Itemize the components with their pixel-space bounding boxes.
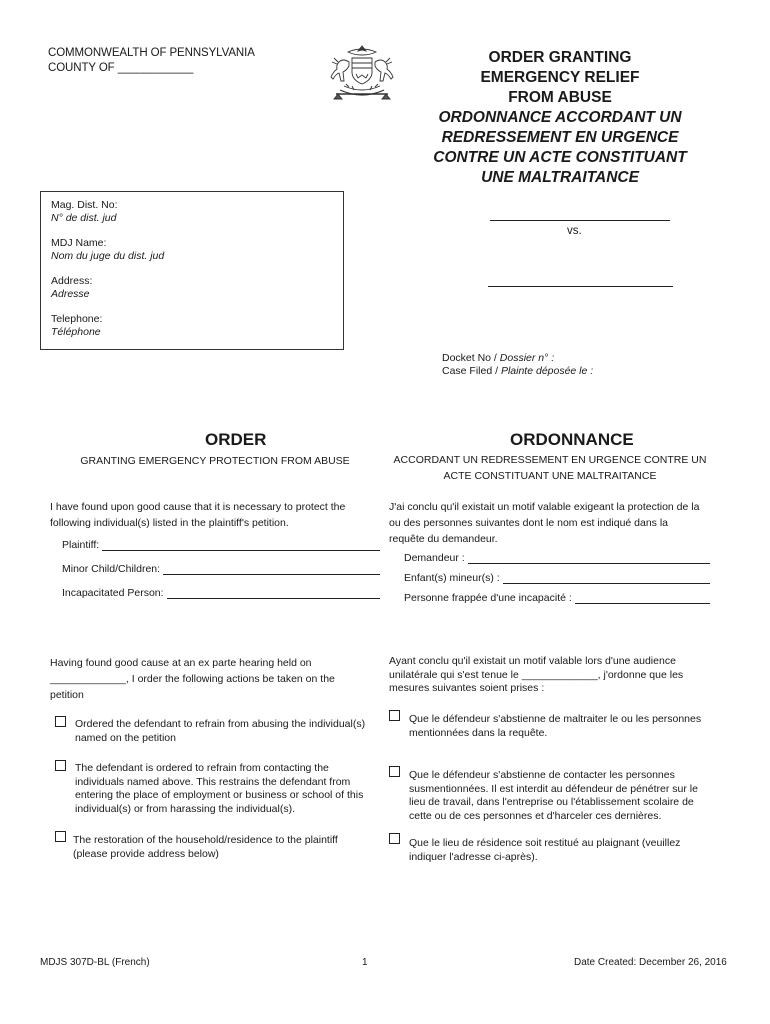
item-line: The restoration of the household/residence to the plaintiff xyxy=(73,834,338,846)
telephone-label-fr: Téléphone xyxy=(51,326,101,338)
defendant-name-field[interactable] xyxy=(488,286,673,287)
item-line: Que le défendeur s'abstienne de contacter les personnes xyxy=(409,769,675,781)
restore-residence-text-fr xyxy=(409,837,719,864)
hearing-paragraph-fr xyxy=(389,655,719,696)
commonwealth-label: COMMONWEALTH OF PENNSYLVANIA xyxy=(48,47,255,59)
item-line: individuals named above. This restrains the defendant from xyxy=(75,775,351,788)
hearing-line: mesures suivantes soient prises : xyxy=(389,682,545,694)
plaintiff-name-field[interactable] xyxy=(490,220,670,221)
finding-line: I have found upon good cause that it is necessary to protect the xyxy=(50,501,346,513)
item-line: Ordered the defendant to refrain from abusing the individual(s) xyxy=(75,718,366,730)
docket-number-row xyxy=(442,352,593,365)
restore-residence-checkbox-en[interactable] xyxy=(55,831,66,842)
plaintiff-label: Plaintiff: xyxy=(62,539,100,551)
case-filed-label-fr: Plainte déposée le : xyxy=(500,365,594,377)
county-label: COUNTY OF ____________ xyxy=(48,62,194,74)
incapacite-label: Personne frappée d'une incapacité : xyxy=(404,592,572,604)
finding-line: following individual(s) listed in the plaintiff's petition. xyxy=(50,517,289,529)
refrain-contact-text-fr xyxy=(409,769,719,823)
title-en-line: EMERGENCY RELIEF xyxy=(480,69,640,86)
finding-line: ou des personnes suivantes dont le nom est indiqué dans la xyxy=(389,517,669,529)
versus-label: vs. xyxy=(567,225,582,237)
refrain-contact-checkbox-fr[interactable] xyxy=(389,766,400,777)
finding-paragraph-fr xyxy=(389,499,719,547)
finding-line: requête du demandeur. xyxy=(389,533,498,545)
item-line: mentionnées dans la requête. xyxy=(409,726,548,739)
title-fr-line: REDRESSEMENT EN URGENCE xyxy=(441,129,679,146)
title-fr-line: ORDONNANCE ACCORDANT UN xyxy=(438,109,682,126)
address-group xyxy=(51,275,333,301)
refrain-abuse-text-fr xyxy=(409,713,719,740)
case-filed-row xyxy=(442,365,593,378)
restore-residence-text-en xyxy=(73,834,378,861)
plaintiff-field-en[interactable] xyxy=(62,539,380,551)
refrain-abuse-text-en xyxy=(75,718,380,745)
refrain-abuse-checkbox-fr[interactable] xyxy=(389,710,400,721)
docket-label-fr: Dossier n° : xyxy=(499,352,555,364)
item-line: (please provide address below) xyxy=(73,847,219,860)
minor-children-label: Minor Child/Children: xyxy=(62,563,161,575)
incapacitated-field-en[interactable] xyxy=(62,587,380,599)
page-number: 1 xyxy=(362,957,368,968)
enfants-label: Enfant(s) mineur(s) : xyxy=(404,572,500,584)
telephone-label: Telephone: xyxy=(51,313,103,325)
title-en-line: FROM ABUSE xyxy=(508,89,612,106)
docket-label: Docket No / xyxy=(442,352,500,364)
telephone-group xyxy=(51,313,333,339)
refrain-contact-text-en xyxy=(75,762,380,816)
address-label: Address: xyxy=(51,275,93,287)
item-line: cette ou de ces personnes et d'harceler ces dernières. xyxy=(409,809,662,822)
item-line: susmentionnées. Il est interdit au défendeur de pénétrer sur le xyxy=(409,782,698,795)
item-line: entering the place of employment or business or school of this xyxy=(75,789,364,801)
mag-dist-label: Mag. Dist. No: xyxy=(51,199,118,211)
hearing-line: petition xyxy=(50,689,84,701)
restore-residence-checkbox-fr[interactable] xyxy=(389,833,400,844)
item-line: The defendant is ordered to refrain from contacting the xyxy=(75,762,329,774)
incapacitated-label: Incapacitated Person: xyxy=(62,587,164,599)
hearing-line: unilatérale qui s'est tenue le _____________, j'ordonne que les xyxy=(389,668,684,681)
mdj-name-group xyxy=(51,237,333,263)
item-line: individual(s) or from harassing the individual(s). xyxy=(75,802,296,815)
refrain-contact-checkbox-en[interactable] xyxy=(55,760,66,771)
item-line: named on the petition xyxy=(75,731,176,744)
mag-dist-group xyxy=(51,199,333,225)
finding-line: J'ai conclu qu'il existait un motif valable exigeant la protection de la xyxy=(389,501,700,513)
demandeur-label: Demandeur : xyxy=(404,552,465,564)
date-created: Date Created: December 26, 2016 xyxy=(574,957,727,968)
hearing-line: Having found good cause at an ex parte hearing held on xyxy=(50,657,312,669)
address-label-fr: Adresse xyxy=(51,288,90,300)
title-fr-line: CONTRE UN ACTE CONSTITUANT xyxy=(433,149,687,166)
order-subheading: GRANTING EMERGENCY PROTECTION FROM ABUSE xyxy=(80,455,350,467)
title-fr-line: UNE MALTRAITANCE xyxy=(481,169,639,186)
pennsylvania-seal-icon xyxy=(318,44,406,102)
hearing-line: Ayant conclu qu'il existait un motif valable lors d'une audience xyxy=(389,655,676,667)
subheading-line: ACTE CONSTITUANT UNE MALTRAITANCE xyxy=(443,470,657,482)
mdj-name-label-fr: Nom du juge du dist. jud xyxy=(51,250,165,262)
subheading-line: ACCORDANT UN REDRESSEMENT EN URGENCE CONTRE UN xyxy=(393,454,707,466)
hearing-line: _____________, I order the following actions be taken on the xyxy=(50,673,335,685)
form-id: MDJS 307D-BL (French) xyxy=(40,957,150,968)
item-line: indiquer l'adresse ci-après). xyxy=(409,850,538,863)
item-line: lieu de travail, dans l'entreprise ou l'établissement scolaire de xyxy=(409,796,694,808)
item-line: Que le lieu de résidence soit restitué au plaignant (veuillez xyxy=(409,837,681,849)
finding-paragraph-en xyxy=(50,499,380,531)
refrain-abuse-checkbox-en[interactable] xyxy=(55,716,66,727)
ordonnance-heading: ORDONNANCE xyxy=(510,430,634,449)
item-line: Que le défendeur s'abstienne de maltraiter le ou les personnes xyxy=(409,713,702,725)
incapacitated-field-fr[interactable] xyxy=(404,592,710,604)
order-heading: ORDER xyxy=(205,430,267,449)
minor-children-field-en[interactable] xyxy=(62,563,380,575)
header-jurisdiction xyxy=(48,46,255,76)
document-title xyxy=(400,48,720,188)
plaintiff-field-fr[interactable] xyxy=(404,552,710,564)
mag-dist-label-fr: N° de dist. jud xyxy=(51,212,117,224)
case-filed-label: Case Filed / xyxy=(442,365,501,377)
mdj-name-label: MDJ Name: xyxy=(51,237,107,249)
docket-info xyxy=(442,352,593,378)
minor-children-field-fr[interactable] xyxy=(404,572,710,584)
ordonnance-subheading xyxy=(380,452,720,484)
title-en-line: ORDER GRANTING xyxy=(488,49,632,66)
hearing-paragraph-en xyxy=(50,655,380,703)
court-info-box xyxy=(40,191,344,350)
